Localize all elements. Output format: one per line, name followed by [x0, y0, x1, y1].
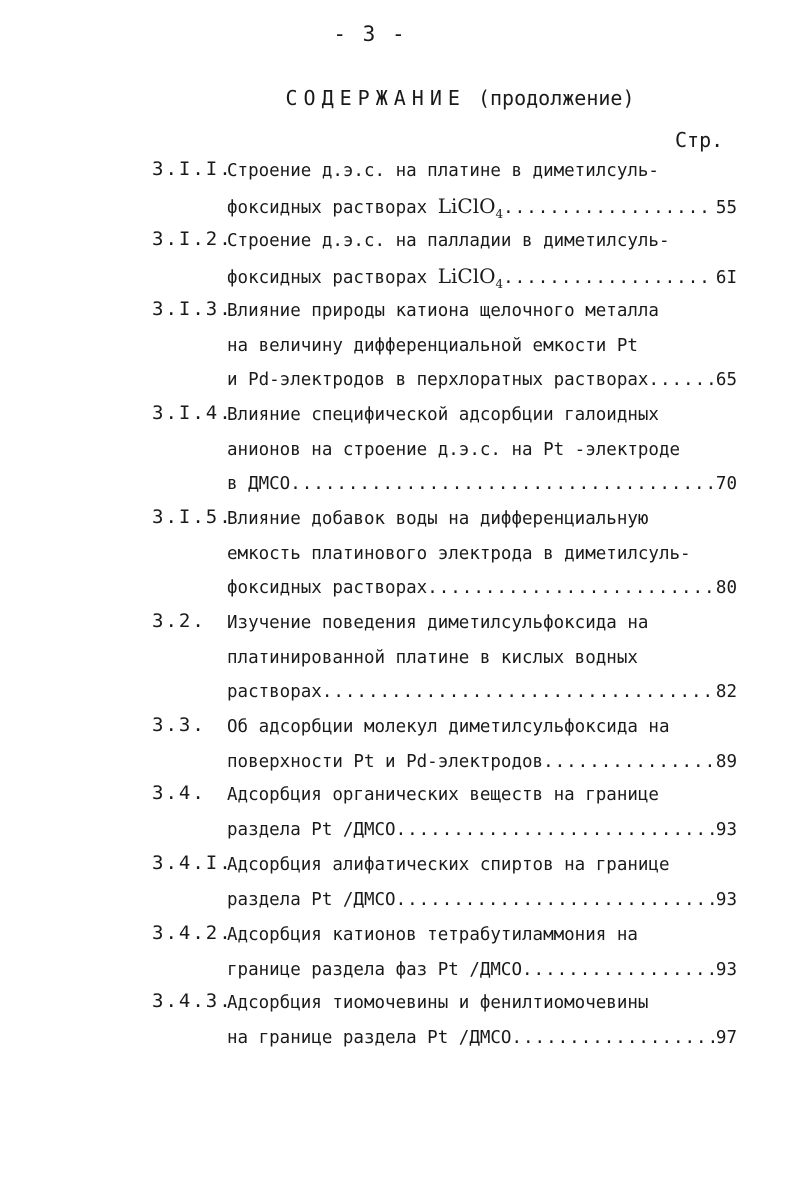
- toc-entry-number: 3.I.2.: [152, 228, 233, 250]
- toc-entry-line: Строение д.э.с. на платине в диметилсуль-: [227, 161, 659, 181]
- leader-dots: [648, 367, 713, 393]
- toc-entry-last-line: [227, 263, 737, 289]
- toc-entry-title-text: растворах: [227, 682, 322, 702]
- toc-entry-title-text: раздела Pt /ДМСО: [227, 889, 396, 910]
- toc-entry-title-end: [227, 887, 396, 913]
- toc-entry-title-text: на границе раздела Pt /ДМСО: [227, 1027, 512, 1048]
- toc-entry-last-line: [227, 957, 737, 983]
- toc-entry-last-line: [227, 367, 737, 393]
- toc-entry-number: 3.4.2.: [152, 922, 233, 944]
- toc-entry-title-end: [227, 367, 648, 393]
- toc-entry-line: емкость платинового электрода в диметилсуль-: [227, 543, 691, 564]
- toc-entry-last-line: [227, 679, 737, 705]
- leader-dots: [511, 1025, 713, 1051]
- chemical-formula-base: LiClO: [437, 193, 496, 218]
- toc-entry-line: Строение д.э.с. на палладии в диметилсуль-: [227, 231, 670, 251]
- page-number: - 3 -: [333, 22, 407, 46]
- toc-entry-number: 3.4.: [152, 782, 206, 804]
- toc-entry-page: 65: [715, 370, 737, 390]
- toc-entry-title-text: фоксидных растворах: [227, 267, 438, 288]
- toc-entry-last-line: [227, 471, 737, 497]
- toc-entry-last-line: [227, 749, 737, 775]
- leader-dots: [543, 749, 714, 775]
- toc-entry-title-text: фоксидных растворах: [227, 197, 438, 218]
- toc-entry-last-line: [227, 887, 737, 913]
- chemical-formula-base: LiClO: [437, 263, 496, 288]
- toc-entry-last-line: [227, 575, 737, 601]
- toc-entry-line: на величину дифференциальной емкости Pt: [227, 335, 638, 356]
- toc-entry-line: Адсорбция тиомочевины и фенилтиомочевины: [227, 993, 649, 1013]
- toc-entry-title-text: фоксидных растворах: [227, 578, 428, 598]
- toc-entry-title-text: в ДМСО: [227, 474, 291, 494]
- toc-entry-title-end: [227, 749, 543, 775]
- toc-heading-main: СОДЕРЖАНИЕ: [285, 86, 466, 110]
- leader-dots: [396, 887, 714, 913]
- chemical-formula: [437, 193, 504, 221]
- toc-entry-line: Об адсорбции молекул диметилсульфоксида на: [227, 717, 670, 737]
- toc-entry-number: 3.4.I.: [152, 852, 233, 874]
- toc-entry-line: Адсорбция катионов тетрабутиламмония на: [227, 925, 638, 945]
- toc-entry-title-end: [227, 679, 322, 705]
- toc-entry-page: 89: [715, 751, 737, 772]
- toc-entry-line: анионов на строение д.э.с. на Pt -электроде: [227, 439, 681, 460]
- toc-entry-page: 97: [715, 1027, 737, 1048]
- toc-entry-line: Влияние природы катиона щелочного металла: [227, 301, 659, 321]
- toc-entry-number: 3.2.: [152, 610, 206, 632]
- toc-entry-line: платинированной платине в кислых водных: [227, 647, 638, 668]
- toc-entry-number: 3.I.3.: [152, 298, 233, 320]
- toc-entry-line: Изучение поведения диметилсульфоксида на: [227, 613, 649, 633]
- toc-entry-number: 3.I.4.: [152, 402, 233, 424]
- toc-entry-page: 93: [715, 959, 737, 980]
- leader-dots: [427, 575, 714, 601]
- toc-entry-page: 93: [715, 819, 737, 840]
- toc-entry-title-end: [227, 957, 522, 983]
- toc-entry-title-end: [227, 575, 427, 601]
- toc-entry-number: 3.I.I.: [152, 158, 233, 180]
- toc-entry-title-text: раздела Pt /ДМСО: [227, 819, 396, 840]
- toc-entry-line: Адсорбция органических веществ на границе: [227, 785, 659, 805]
- leader-dots: [522, 957, 714, 983]
- toc-entry-last-line: [227, 193, 737, 219]
- chemical-formula-subscript: 4: [495, 276, 504, 291]
- toc-entry-page: 82: [715, 682, 737, 702]
- leader-dots: [322, 679, 714, 705]
- toc-entry-line: Влияние специфической адсорбции галоидных: [227, 405, 659, 425]
- toc-entry-page: 93: [715, 889, 737, 910]
- toc-entry-title-text: и Pd-электродов в перхлоратных растворах: [227, 370, 649, 390]
- toc-entry-page: 6I: [715, 267, 737, 288]
- toc-entry-last-line: [227, 1025, 737, 1051]
- chemical-formula-subscript: 4: [495, 206, 504, 221]
- leader-dots: [290, 471, 714, 497]
- chemical-formula: [437, 263, 504, 291]
- toc-entry-title-end: [227, 817, 396, 843]
- toc-entry-page: 55: [715, 197, 737, 218]
- toc-entry-line: Адсорбция алифатических спиртов на границе: [227, 855, 670, 875]
- toc-entry-line: Влияние добавок воды на дифференциальную: [227, 509, 649, 529]
- leader-dots: [503, 195, 714, 221]
- toc-entry-title-end: [227, 471, 290, 497]
- toc-entry-title-end: [227, 193, 503, 227]
- toc-entry-last-line: [227, 817, 737, 843]
- toc-entry-title-text: поверхности Pt и Pd-электродов: [227, 751, 544, 772]
- page-column-label: Стр.: [675, 128, 724, 152]
- toc-entry-title-text: границе раздела фаз Pt /ДМСО: [227, 959, 523, 980]
- toc-entry-title-end: [227, 1025, 511, 1051]
- toc-entry-page: 80: [715, 578, 737, 598]
- toc-entry-number: 3.I.5.: [152, 506, 233, 528]
- toc-entry-page: 70: [715, 474, 737, 494]
- leader-dots: [396, 817, 714, 843]
- toc-heading-suffix: (продолжение): [477, 86, 635, 110]
- leader-dots: [503, 265, 714, 291]
- toc-entry-number: 3.3.: [152, 714, 206, 736]
- toc-entry-number: 3.4.3.: [152, 990, 233, 1012]
- toc-entry-title-end: [227, 263, 503, 297]
